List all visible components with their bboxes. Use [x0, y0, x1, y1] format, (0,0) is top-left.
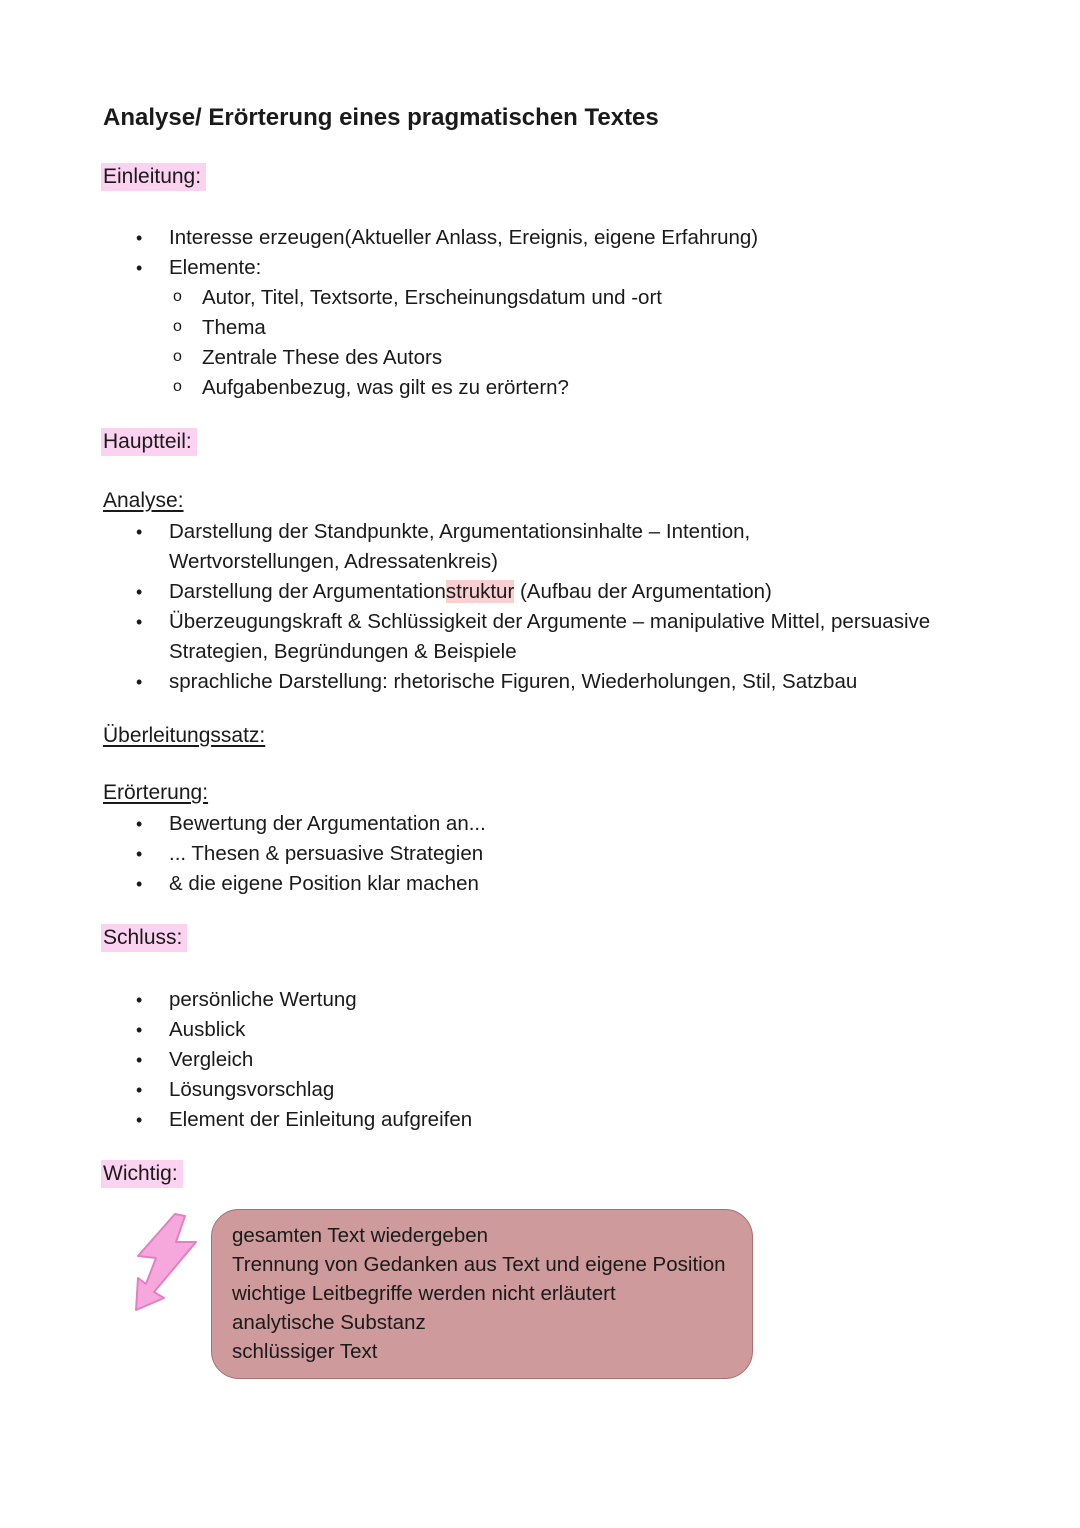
- subheading-ueberleitung: Überleitungssatz:: [103, 724, 266, 747]
- highlighted-heading: Wichtig:: [101, 1160, 183, 1188]
- section-heading-hauptteil: [101, 430, 197, 454]
- subheading-eroerterung: Erörterung:: [103, 781, 209, 804]
- note-item: analytische Substanz: [232, 1311, 426, 1334]
- list-item-line: Wertvorstellungen, Adressatenkreis): [169, 550, 498, 573]
- list-item: [0, 517, 930, 577]
- list-item: • sprachliche Darstellung: rhetorische Figuren, Wiederholungen, Stil, Satzbau: [0, 667, 930, 697]
- highlighted-word: struktur: [445, 580, 515, 603]
- list-item-line: Strategien, Begründungen & Beispiele: [169, 640, 517, 663]
- sub-list-item: o Thema: [0, 313, 758, 343]
- list-item: • Lösungsvorschlag: [0, 1075, 472, 1105]
- highlighted-heading: Einleitung:: [101, 163, 206, 191]
- list-item: [0, 607, 930, 667]
- highlighted-heading: Hauptteil:: [101, 428, 197, 456]
- list-item: • ... Thesen & persuasive Strategien: [0, 839, 486, 869]
- highlighted-heading: Schluss:: [101, 924, 187, 952]
- note-item: schlüssiger Text: [232, 1340, 378, 1363]
- note-item: Trennung von Gedanken aus Text und eigene Position: [232, 1253, 726, 1276]
- lightning-arrow-icon: [130, 1212, 206, 1316]
- analyse-list: [0, 517, 930, 697]
- schluss-list: [0, 985, 472, 1135]
- sub-list-item: o Zentrale These des Autors: [0, 343, 758, 373]
- list-item: [0, 577, 930, 607]
- section-heading-einleitung: [101, 165, 206, 189]
- list-item: • Elemente:: [0, 253, 758, 283]
- subheading-analyse: Analyse:: [103, 489, 184, 512]
- list-item: • Interesse erzeugen(Aktueller Anlass, Ereignis, eigene Erfahrung): [0, 223, 758, 253]
- list-item-text: Darstellung der Argumentation: [169, 580, 446, 603]
- list-item: • Bewertung der Argumentation an...: [0, 809, 486, 839]
- list-item: • persönliche Wertung: [0, 985, 472, 1015]
- list-item-line: Darstellung der Standpunkte, Argumentationsinhalte – Intention,: [169, 520, 751, 543]
- list-item-text: (Aufbau der Argumentation): [514, 580, 772, 603]
- list-item: • & die eigene Position klar machen: [0, 869, 486, 899]
- note-item: gesamten Text wiedergeben: [232, 1224, 489, 1247]
- section-heading-wichtig: [101, 1162, 183, 1186]
- section-heading-schluss: [101, 926, 187, 950]
- einleitung-list: [0, 223, 758, 403]
- important-notes-box: [211, 1209, 753, 1379]
- note-item: wichtige Leitbegriffe werden nicht erläutert: [232, 1282, 616, 1305]
- list-item: • Element der Einleitung aufgreifen: [0, 1105, 472, 1135]
- sub-list-item: o Autor, Titel, Textsorte, Erscheinungsdatum und -ort: [0, 283, 758, 313]
- page-title: Analyse/ Erörterung eines pragmatischen Textes: [103, 104, 659, 131]
- list-item: • Vergleich: [0, 1045, 472, 1075]
- list-item: • Ausblick: [0, 1015, 472, 1045]
- list-item-line: Überzeugungskraft & Schlüssigkeit der Argumente – manipulative Mittel, persuasive: [169, 610, 931, 633]
- sub-list-item: o Aufgabenbezug, was gilt es zu erörtern?: [0, 373, 758, 403]
- eroerterung-list: [0, 809, 486, 899]
